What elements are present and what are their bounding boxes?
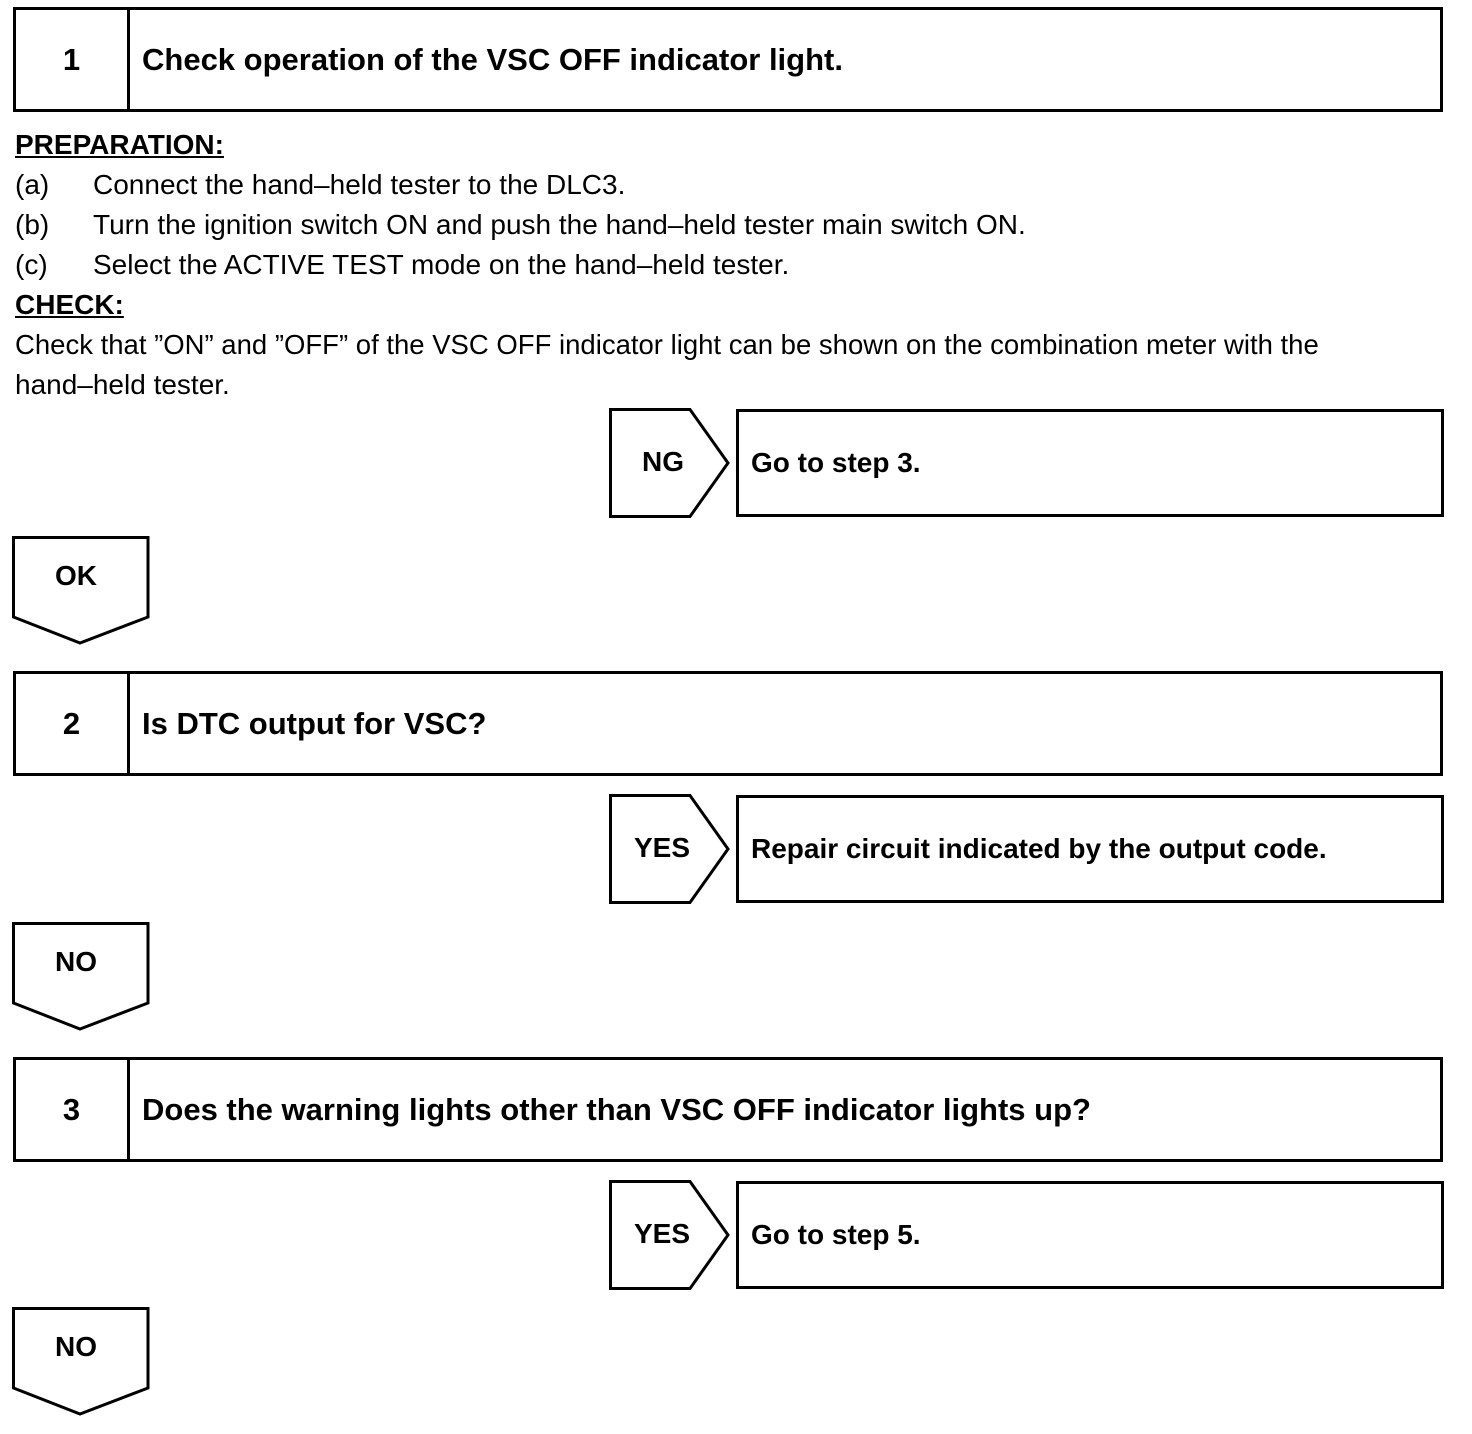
step-2-no-label: NO bbox=[55, 946, 97, 977]
preparation-item-c bbox=[15, 249, 789, 281]
step-2-yes-result: Repair circuit indicated by the output code. bbox=[736, 795, 1444, 903]
preparation-heading: PREPARATION: bbox=[15, 129, 224, 160]
step-2-no-arrow bbox=[12, 922, 150, 1032]
step-3-yes-label: YES bbox=[634, 1218, 691, 1249]
step-2-box bbox=[13, 671, 1443, 776]
step-2-yes-arrow bbox=[609, 794, 731, 904]
preparation-text-c: Select the ACTIVE TEST mode on the hand–held tester. bbox=[93, 249, 790, 280]
step-1-ng-label: NG bbox=[642, 446, 684, 477]
step-2-yes-label: YES bbox=[634, 832, 691, 863]
step-3-title: Does the warning lights other than VSC OFF indicator lights up? bbox=[142, 1091, 1091, 1127]
step-1-number: 1 bbox=[16, 10, 130, 109]
preparation-item-b bbox=[15, 209, 1026, 241]
preparation-label-b: (b) bbox=[15, 209, 50, 240]
step-3-yes-arrow bbox=[609, 1180, 731, 1290]
step-2-number: 2 bbox=[16, 674, 130, 773]
preparation-text-b: Turn the ignition switch ON and push the hand–held tester main switch ON. bbox=[93, 209, 1026, 240]
check-text-line-1: Check that ”ON” and ”OFF” of the VSC OFF indicator light can be shown on the combination meter with the bbox=[15, 329, 1319, 360]
check-heading: CHECK: bbox=[15, 289, 124, 320]
step-1-box bbox=[13, 7, 1443, 112]
preparation-label-c: (c) bbox=[15, 249, 48, 280]
step-1-ok-label: OK bbox=[55, 560, 97, 591]
step-2-title: Is DTC output for VSC? bbox=[142, 705, 487, 741]
step-3-no-arrow bbox=[12, 1307, 150, 1417]
step-3-no-label: NO bbox=[55, 1331, 97, 1362]
step-1-ng-result: Go to step 3. bbox=[736, 409, 1444, 517]
step-1-ng-arrow bbox=[609, 408, 731, 518]
step-1-title: Check operation of the VSC OFF indicator light. bbox=[142, 41, 843, 77]
step-1-ok-arrow bbox=[12, 536, 150, 646]
check-text-line-2: hand–held tester. bbox=[15, 369, 230, 400]
preparation-label-a: (a) bbox=[15, 169, 50, 200]
step-3-box bbox=[13, 1057, 1443, 1162]
step-3-number: 3 bbox=[16, 1060, 130, 1159]
preparation-item-a bbox=[15, 169, 625, 201]
step-3-yes-result: Go to step 5. bbox=[736, 1181, 1444, 1289]
preparation-text-a: Connect the hand–held tester to the DLC3. bbox=[93, 169, 626, 200]
